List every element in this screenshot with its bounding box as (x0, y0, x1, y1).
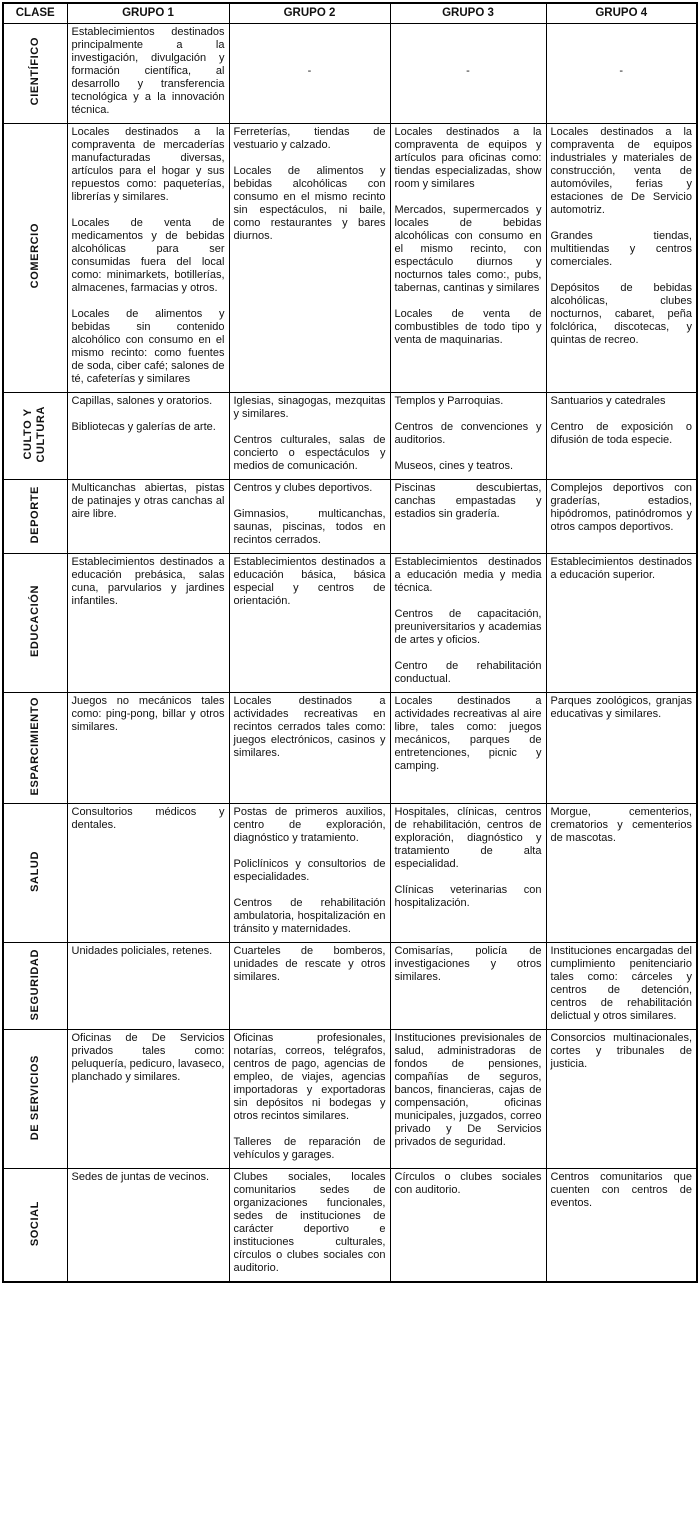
cell-paragraph: Clínicas veterinarias con hospitalización. (394, 884, 542, 910)
cell-paragraph: Establecimientos destinados a educación superior. (550, 556, 692, 581)
header-grupo-4: GRUPO 4 (546, 3, 697, 24)
table-body (3, 24, 697, 1283)
group-cell (546, 24, 697, 124)
header-grupo-2: GRUPO 2 (229, 3, 390, 24)
group-cell (229, 943, 390, 1030)
cell-paragraph: Locales destinados a la compraventa de mercaderías manufacturadas diversas, artículos para el hogar y sus repuestos como: paqueterías, librerías y similares. (71, 126, 225, 203)
clase-label: ESPARCIMIENTO (28, 697, 41, 796)
group-cell (67, 1169, 229, 1283)
cell-paragraph: Centros de convenciones y auditorios. (394, 421, 542, 446)
table-row (3, 393, 697, 480)
header-grupo-1: GRUPO 1 (67, 3, 229, 24)
clase-cell (3, 480, 67, 554)
table-row (3, 693, 697, 804)
cell-paragraph: Centros culturales, salas de concierto o espectáculos y medios de comunicación. (233, 434, 386, 472)
clase-cell (3, 393, 67, 480)
cell-paragraph: Establecimientos destinados principalmente a la investigación, divulgación y formación científica, al desarrollo y transferencia tecnológica y a la innovación técnica. (71, 26, 225, 116)
cell-paragraph: Locales de alimentos y bebidas sin contenido alcohólico con consumo en el mismo recinto: como fuentes de soda, ciber café; salones de té, cafeterías y similares (71, 308, 225, 385)
group-cell (229, 1030, 390, 1169)
group-cell (390, 693, 546, 804)
table-row (3, 24, 697, 124)
clase-label: SOCIAL (28, 1200, 41, 1247)
cell-paragraph: Capillas, salones y oratorios. (71, 395, 213, 407)
cell-paragraph: Locales destinados a actividades recreativas en recintos cerrados tales como: juegos electrónicos, casinos y similares. (233, 695, 386, 759)
cell-paragraph: Parques zoológicos, granjas educativas y similares. (550, 695, 692, 720)
group-cell (546, 393, 697, 480)
cell-paragraph: Santuarios y catedrales (550, 395, 666, 407)
group-cell (229, 693, 390, 804)
group-cell (229, 804, 390, 943)
cell-paragraph: Templos y Parroquias. (394, 395, 504, 407)
cell-paragraph: Piscinas descubiertas, canchas empastadas y estadios sin gradería. (394, 482, 542, 520)
cell-paragraph: Centros y clubes deportivos. (233, 482, 373, 494)
cell-paragraph: Centro de rehabilitación conductual. (394, 660, 542, 685)
cell-paragraph: Centros de capacitación, preuniversitarios y academias de artes y oficios. (394, 608, 542, 646)
cell-paragraph: Locales destinados a la compraventa de equipos industriales y materiales de construcción, venta de automóviles, ferias y estaciones de De Servicio automotriz. (550, 126, 692, 216)
group-cell (546, 1169, 697, 1283)
cell-paragraph: Bibliotecas y galerías de arte. (71, 421, 216, 433)
clase-label: COMERCIO (28, 223, 41, 289)
group-cell (546, 693, 697, 804)
group-cell (67, 943, 229, 1030)
cell-paragraph: Iglesias, sinagogas, mezquitas y similares. (233, 395, 386, 420)
group-cell (67, 124, 229, 393)
group-cell (229, 1169, 390, 1283)
cell-paragraph: Policlínicos y consultorios de especialidades. (233, 858, 386, 884)
group-cell (67, 393, 229, 480)
group-cell (546, 480, 697, 554)
clase-cell (3, 1169, 67, 1283)
group-cell (390, 943, 546, 1030)
cell-paragraph: Multicanchas abiertas, pistas de patinajes y otras canchas al aire libre. (71, 482, 225, 520)
group-cell (546, 804, 697, 943)
clase-label: CULTO Y CULTURA (22, 405, 48, 463)
clase-label: SEGURIDAD (28, 948, 41, 1021)
classification-table (2, 2, 698, 1283)
cell-paragraph: Grandes tiendas, multitiendas y centros comerciales. (550, 230, 692, 268)
clase-label: EDUCACIÓN (28, 584, 41, 657)
table-row (3, 480, 697, 554)
clase-label: DE SERVICIOS (28, 1054, 41, 1141)
group-cell (390, 124, 546, 393)
cell-paragraph: Centros de rehabilitación ambulatoria, hospitalización en tránsito y maternidades. (233, 897, 386, 936)
cell-paragraph: Complejos deportivos con graderías, estadios, hipódromos, patinódromos y otros campos deportivos. (550, 482, 692, 533)
group-cell (546, 124, 697, 393)
clase-cell (3, 693, 67, 804)
group-cell (390, 393, 546, 480)
table-row (3, 943, 697, 1030)
group-cell (67, 480, 229, 554)
clase-cell (3, 24, 67, 124)
cell-paragraph: Establecimientos destinados a educación básica, básica especial y centros de orientación. (233, 556, 386, 607)
cell-paragraph: Consorcios multinacionales, cortes y tribunales de justicia. (550, 1032, 692, 1071)
clase-cell (3, 943, 67, 1030)
cell-paragraph: Juegos no mecánicos tales como: ping-pong, billar y otros similares. (71, 695, 225, 733)
group-cell (390, 24, 546, 124)
group-cell (67, 804, 229, 943)
table-row (3, 804, 697, 943)
group-cell (390, 804, 546, 943)
cell-paragraph: Sedes de juntas de vecinos. (71, 1171, 210, 1184)
clase-cell (3, 554, 67, 693)
clase-cell (3, 1030, 67, 1169)
clase-cell (3, 804, 67, 943)
group-cell (390, 480, 546, 554)
cell-paragraph: Depósitos de bebidas alcohólicas, clubes nocturnos, cabaret, peña folclórica, discotecas, y quintas de recreo. (550, 282, 692, 346)
cell-paragraph: Museos, cines y teatros. (394, 460, 514, 472)
cell-paragraph: Unidades policiales, retenes. (71, 945, 213, 958)
group-cell (229, 393, 390, 480)
cell-paragraph: Centro de exposición o difusión de toda especie. (550, 421, 692, 446)
table-row (3, 1169, 697, 1283)
group-cell (229, 554, 390, 693)
cell-paragraph: Morgue, cementerios, crematorios y cementerios de mascotas. (550, 806, 692, 845)
group-cell (390, 1030, 546, 1169)
header-grupo-3: GRUPO 3 (390, 3, 546, 24)
cell-paragraph: Gimnasios, multicanchas, saunas, piscinas, todos en recintos cerrados. (233, 508, 386, 546)
group-cell (546, 554, 697, 693)
clase-label: CIENTÍFICO (28, 37, 41, 106)
table-row (3, 554, 697, 693)
group-cell (390, 1169, 546, 1283)
group-cell (229, 24, 390, 124)
group-cell (67, 554, 229, 693)
cell-paragraph: Comisarías, policía de investigaciones y otros similares. (394, 945, 542, 984)
cell-paragraph: Postas de primeros auxilios, centro de exploración, diagnóstico y tratamiento. (233, 806, 386, 845)
cell-paragraph: Talleres de reparación de vehículos y garages. (233, 1136, 386, 1162)
header-row (3, 3, 697, 24)
cell-paragraph: Locales de venta de combustibles de todo tipo y venta de maquinarias. (394, 308, 542, 346)
group-cell (67, 1030, 229, 1169)
cell-paragraph: Cuarteles de bomberos, unidades de rescate y otros similares. (233, 945, 386, 984)
cell-paragraph: Mercados, supermercados y locales de bebidas alcohólicas con consumo en el mismo recinto, con espectáculo diurnos y nocturnos tales como:, pubs, tabernas, cantinas y similares (394, 204, 542, 294)
cell-paragraph: Centros comunitarios que cuenten con centros de eventos. (550, 1171, 692, 1210)
clase-cell (3, 124, 67, 393)
cell-paragraph: Consultorios médicos y dentales. (71, 806, 225, 832)
cell-paragraph: Círculos o clubes sociales con auditorio. (394, 1171, 542, 1197)
cell-paragraph: Locales de alimentos y bebidas alcohólicas con consumo en el mismo recinto sin espectáculos, ni baile, como restaurantes y bares diurnos. (233, 165, 386, 242)
cell-paragraph: Hospitales, clínicas, centros de rehabilitación, centros de exploración, diagnóstico y tratamiento de alta especialidad. (394, 806, 542, 871)
cell-paragraph: Oficinas profesionales, notarías, correos, telégrafos, centros de pago, agencias de empleo, de viajes, agencias importadoras y exportadoras sin depósitos ni bodegas y otros recintos similares. (233, 1032, 386, 1123)
cell-paragraph: Establecimientos destinados a educación prebásica, salas cuna, parvularios y jardines infantiles. (71, 556, 225, 607)
cell-paragraph: Locales destinados a actividades recreativas al aire libre, tales como: juegos mecánicos, parques de entretenciones, picnic y camping. (394, 695, 542, 772)
cell-paragraph: Ferreterías, tiendas de vestuario y calzado. (233, 126, 386, 151)
cell-paragraph: Locales de venta de medicamentos y de bebidas alcohólicas para ser consumidas fuera del local como: minimarkets, botillerías, almacenes, farmacias y otros. (71, 217, 225, 294)
group-cell (67, 693, 229, 804)
group-cell (546, 943, 697, 1030)
cell-paragraph: Instituciones previsionales de salud, administradoras de fondos de pensiones, compañías de seguros, bancos, financieras, cajas de compensación, oficinas municipales, juzgados, correo privado y De Servicios privados de seguridad. (394, 1032, 542, 1149)
cell-paragraph: - (619, 65, 624, 77)
header-clase: CLASE (3, 3, 67, 24)
cell-paragraph: Oficinas de De Servicios privados tales como: peluquería, pedicuro, lavaseco, planchado y similares. (71, 1032, 225, 1084)
table-row (3, 124, 697, 393)
clase-label: SALUD (28, 851, 41, 892)
cell-paragraph: Establecimientos destinados a educación media y media técnica. (394, 556, 542, 594)
group-cell (390, 554, 546, 693)
clase-label: DEPORTE (28, 485, 41, 544)
cell-paragraph: Clubes sociales, locales comunitarios sedes de organizaciones funcionales, sedes de instituciones de carácter deportivo e instituciones culturales, círculos o clubes sociales con auditorio. (233, 1171, 386, 1275)
cell-paragraph: Instituciones encargadas del cumplimiento penitenciario tales como: cárceles y centros de detención, centros de rehabilitación delictual y otros similares. (550, 945, 692, 1023)
group-cell (229, 124, 390, 393)
cell-paragraph: Locales destinados a la compraventa de equipos y artículos para oficinas como: tiendas especializadas, show room y similares (394, 126, 542, 190)
group-cell (229, 480, 390, 554)
group-cell (546, 1030, 697, 1169)
table-row (3, 1030, 697, 1169)
cell-paragraph: - (307, 65, 312, 77)
cell-paragraph: - (466, 65, 470, 77)
group-cell (67, 24, 229, 124)
